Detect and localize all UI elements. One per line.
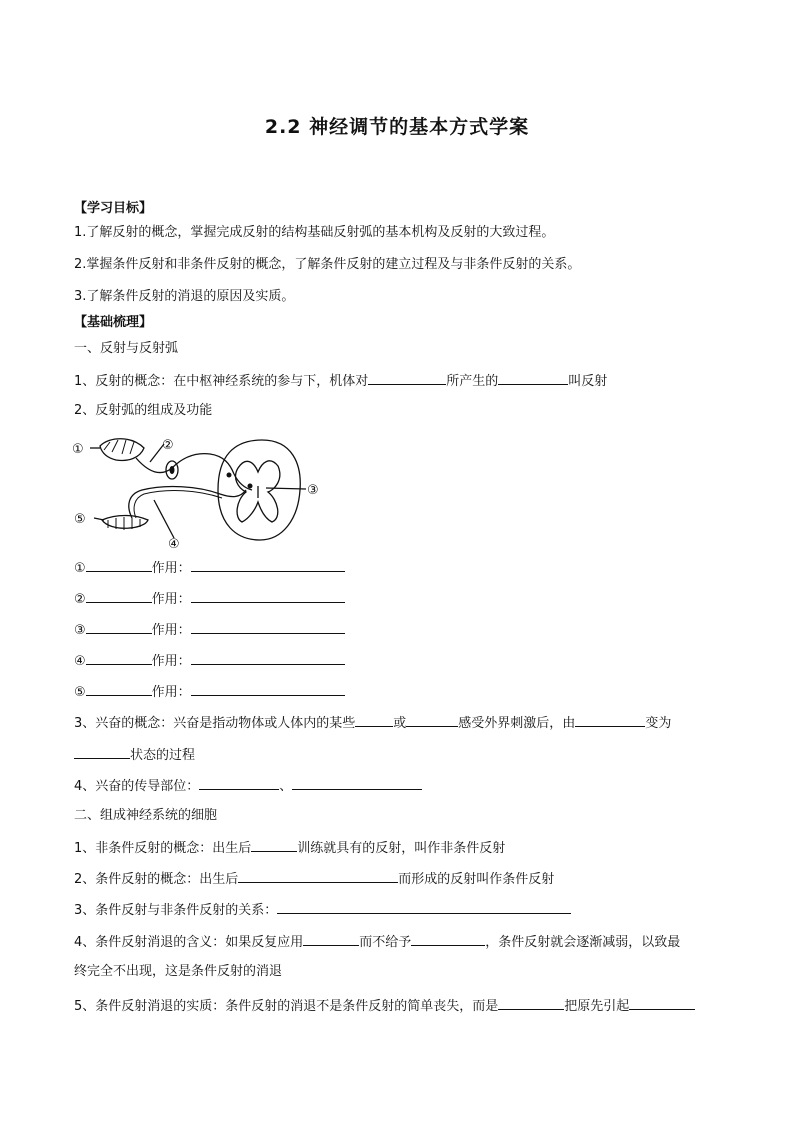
component-row-4 xyxy=(74,651,345,671)
component-number: ④ xyxy=(74,654,86,669)
excitation-concept-question-cont xyxy=(74,745,195,765)
function-blank[interactable] xyxy=(191,558,345,572)
answer-blank[interactable] xyxy=(303,932,359,946)
component-row-5 xyxy=(74,682,345,702)
effector-muscle xyxy=(102,516,148,529)
reflex-concept-question xyxy=(74,371,607,391)
answer-blank[interactable] xyxy=(277,900,571,914)
question-text: 状态的过程 xyxy=(130,748,196,763)
function-blank[interactable] xyxy=(191,620,345,634)
component-number: ③ xyxy=(74,623,86,638)
question-text: 4、兴奋的传导部位： xyxy=(74,779,200,794)
unconditioned-reflex-question xyxy=(74,838,505,858)
answer-blank[interactable] xyxy=(411,932,485,946)
question-text: 训练就具有的反射，叫作非条件反射 xyxy=(297,841,506,856)
excitation-concept-question xyxy=(74,713,671,733)
component-name-blank[interactable] xyxy=(86,558,152,572)
component-row-2 xyxy=(74,589,345,609)
objectives-heading: 【学习目标】 xyxy=(74,201,153,216)
function-label: 作用： xyxy=(151,654,191,669)
diagram-label-1: ① xyxy=(72,442,84,457)
function-blank[interactable] xyxy=(191,589,345,603)
diagram-label-5: ⑤ xyxy=(74,512,86,527)
objective-item-3: 3.了解条件反射的消退的原因及实质。 xyxy=(74,289,295,304)
question-text: 感受外界刺激后，由 xyxy=(458,716,576,731)
basics-heading: 【基础梳理】 xyxy=(74,315,153,330)
component-name-blank[interactable] xyxy=(86,620,152,634)
question-text: 2、条件反射的概念：出生后 xyxy=(74,872,239,887)
section1-title: 一、反射与反射弧 xyxy=(74,341,179,356)
answer-blank[interactable] xyxy=(368,371,446,385)
question-text: 或 xyxy=(393,716,407,731)
question-text: 1、反射的概念：在中枢神经系统的参与下，机体对 xyxy=(74,374,369,389)
function-label: 作用： xyxy=(151,561,191,576)
conduction-site-question xyxy=(74,776,422,796)
conditioned-reflex-question xyxy=(74,869,554,889)
component-number: ⑤ xyxy=(74,685,86,700)
function-label: 作用： xyxy=(151,592,191,607)
answer-blank[interactable] xyxy=(498,371,568,385)
question-text: ，条件反射就会逐渐减弱，以致最 xyxy=(485,935,681,950)
question-text: 叫反射 xyxy=(568,374,608,389)
question-text: 1、非条件反射的概念：出生后 xyxy=(74,841,252,856)
answer-blank[interactable] xyxy=(238,869,398,883)
answer-blank[interactable] xyxy=(575,713,645,727)
objective-item-1: 1.了解反射的概念，掌握完成反射的结构基础反射弧的基本机构及反射的大致过程。 xyxy=(74,225,555,240)
objective-item-2: 2.掌握条件反射和非条件反射的概念，了解条件反射的建立过程及与非条件反射的关系。 xyxy=(74,257,581,272)
component-name-blank[interactable] xyxy=(86,651,152,665)
function-blank[interactable] xyxy=(191,651,345,665)
function-label: 作用： xyxy=(151,685,191,700)
diagram-label-2: ② xyxy=(162,438,174,453)
answer-blank[interactable] xyxy=(629,996,695,1010)
answer-blank[interactable] xyxy=(406,713,458,727)
question-text: 所产生的 xyxy=(446,374,499,389)
function-blank[interactable] xyxy=(191,682,345,696)
section2-title: 二、组成神经系统的细胞 xyxy=(74,808,218,823)
page-title: 2.2 神经调节的基本方式学案 xyxy=(264,116,530,138)
component-name-blank[interactable] xyxy=(86,589,152,603)
extinction-essence-question xyxy=(74,996,695,1016)
question-text: 变为 xyxy=(645,716,672,731)
question-text: 3、条件反射与非条件反射的关系： xyxy=(74,903,278,918)
question-text: 4、条件反射消退的含义：如果反复应用 xyxy=(74,935,304,950)
answer-blank[interactable] xyxy=(498,996,564,1010)
function-label: 作用： xyxy=(151,623,191,638)
reflex-arc-question: 2、反射弧的组成及功能 xyxy=(74,403,213,418)
answer-blank[interactable] xyxy=(355,713,393,727)
component-number: ② xyxy=(74,592,86,607)
answer-blank[interactable] xyxy=(292,776,422,790)
question-text: 5、条件反射消退的实质：条件反射的消退不是条件反射的简单丧失，而是 xyxy=(74,999,499,1014)
component-row-1 xyxy=(74,558,345,578)
component-row-3 xyxy=(74,620,345,640)
component-number: ① xyxy=(74,561,86,576)
reflex-arc-diagram xyxy=(70,428,330,552)
question-text: 3、兴奋的概念：兴奋是指动物体或人体内的某些 xyxy=(74,716,356,731)
question-text: 、 xyxy=(279,779,293,794)
component-name-blank[interactable] xyxy=(86,682,152,696)
extinction-meaning-question-cont: 终完全不出现，这是条件反射的消退 xyxy=(74,964,283,979)
answer-blank[interactable] xyxy=(74,745,130,759)
answer-blank[interactable] xyxy=(251,838,297,852)
afferent-nerve xyxy=(136,454,234,474)
question-text: 而形成的反射叫作条件反射 xyxy=(398,872,555,887)
extinction-meaning-question xyxy=(74,932,680,952)
question-text: 把原先引起 xyxy=(564,999,630,1014)
receptor-skin xyxy=(100,439,144,461)
spinal-cord-outline xyxy=(218,440,300,540)
diagram-label-4: ④ xyxy=(168,537,180,552)
reflex-relation-question xyxy=(74,900,571,920)
question-text: 而不给予 xyxy=(359,935,412,950)
answer-blank[interactable] xyxy=(199,776,279,790)
diagram-label-3: ③ xyxy=(307,483,319,498)
